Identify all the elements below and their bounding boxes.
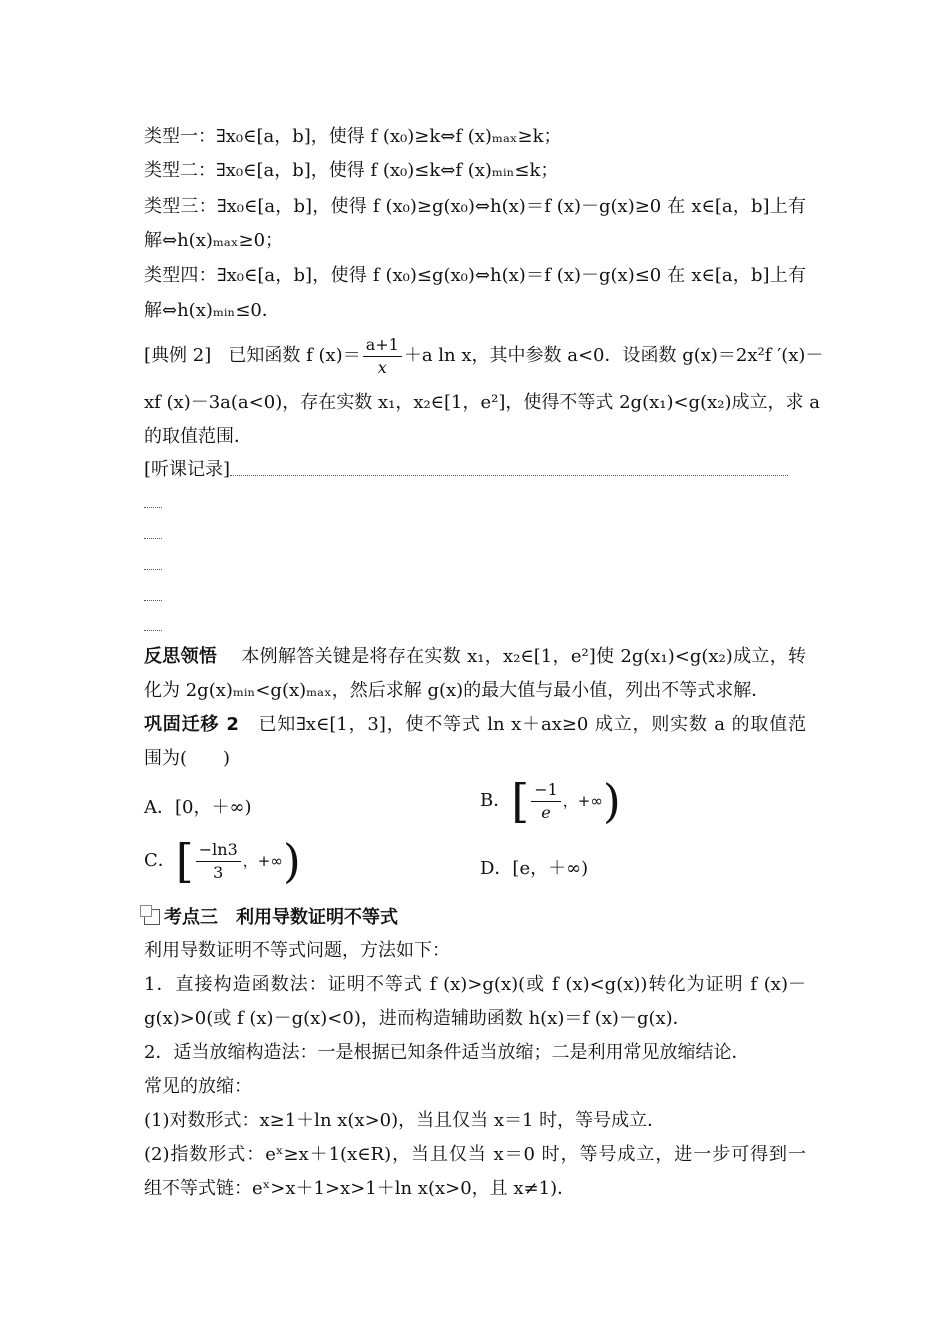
notes-line[interactable] [144, 600, 162, 601]
fraction-numerator: a+1 [363, 334, 402, 357]
example-text-post: ＋a ln x，其中参数 a<0．设函数 g(x)＝2x²f ′(x)－ [403, 345, 824, 366]
fraction-denominator: x [377, 357, 387, 377]
exp-form-line1: (2)指数形式：eˣ≥x＋1(x∈R)，当且仅当 x＝0 时，等号成立，进一步可得到一 [144, 1144, 806, 1165]
section3-intro: 利用导数证明不等式问题，方法如下： [144, 940, 450, 961]
option-c[interactable] [144, 834, 301, 888]
practice-line1 [144, 712, 806, 738]
reflection-line2: 化为 2g(x)ₘᵢₙ<g(x)ₘₐₓ，然后求解 g(x)的最大值与最小值，列出不等式求解． [144, 680, 770, 701]
notes-line[interactable] [144, 630, 162, 631]
left-bracket: [ [175, 834, 194, 888]
notes-line[interactable] [230, 475, 788, 476]
practice-label: 巩固迁移 2 [144, 714, 239, 735]
example-line3: 的取值范围． [144, 426, 252, 447]
practice-text1: 已知∃x∈[1，3]，使不等式 ln x＋ax≥0 成立，则实数 a 的取值范 [258, 714, 807, 735]
type-4-line2: 解⇔h(x)ₘᵢₙ≤0． [144, 300, 280, 321]
notes-line[interactable] [144, 538, 162, 539]
option-c-tail: ，+∞ [242, 852, 283, 870]
common-label: 常见的放缩： [144, 1076, 252, 1097]
exp-form-line2: 组不等式链：eˣ>x＋1>x>1＋ln x(x>0，且 x≠1)． [144, 1178, 576, 1199]
option-c-numerator: −ln3 [196, 839, 241, 862]
left-bracket: [ [511, 774, 530, 828]
method1-line1: 1．直接构造函数法：证明不等式 f (x)>g(x)(或 f (x)<g(x))转化为证明 f (x)－ [144, 974, 806, 995]
reflection-line1 [144, 644, 806, 670]
notes-line[interactable] [144, 569, 162, 570]
option-c-label: C． [144, 850, 176, 871]
section-icon [144, 909, 160, 925]
option-d[interactable]: D．[e，＋∞) [480, 858, 589, 879]
option-b-numerator: −1 [531, 779, 561, 802]
notes-line[interactable] [144, 507, 162, 508]
section3-title-row [144, 905, 398, 931]
example-line1 [144, 332, 823, 380]
option-a[interactable]: A．[0，＋∞) [144, 797, 252, 818]
method1-line2: g(x)>0(或 f (x)－g(x)<0)，进而构造辅助函数 h(x)＝f (x)－g(x)． [144, 1008, 691, 1029]
option-b-tail: ，+∞ [562, 792, 603, 810]
type-3-line2: 解⇔h(x)ₘₐₓ≥0； [144, 230, 284, 251]
right-paren: ) [282, 834, 301, 888]
type-1: 类型一：∃x₀∈[a，b]，使得 f (x₀)≥k⇔f (x)ₘₐₓ≥k； [144, 126, 562, 147]
type-4-line1: 类型四：∃x₀∈[a，b]，使得 f (x₀)≤g(x₀)⇔h(x)＝f (x)－g(x)≤0 在 x∈[a，b]上有 [144, 265, 806, 286]
option-b[interactable] [480, 774, 621, 828]
example-label: [典例 2] [144, 345, 212, 366]
type-2: 类型二：∃x₀∈[a，b]，使得 f (x₀)≤k⇔f (x)ₘᵢₙ≤k； [144, 160, 559, 181]
reflection-text1: 本例解答关键是将存在实数 x₁，x₂∈[1，e²]使 2g(x₁)<g(x₂)成立，转 [241, 646, 806, 667]
option-b-label: B． [480, 790, 512, 811]
option-b-denominator: e [541, 802, 551, 822]
log-form: (1)对数形式：x≥1＋ln x(x>0)，当且仅当 x＝1 时，等号成立． [144, 1110, 666, 1131]
option-c-denominator: 3 [213, 862, 224, 882]
fraction [363, 334, 402, 379]
option-c-fraction [196, 839, 241, 884]
example-text-pre: 已知函数 f (x)＝ [228, 345, 361, 366]
method2: 2．适当放缩构造法：一是根据已知条件适当放缩；二是利用常见放缩结论． [144, 1042, 750, 1063]
example-line2: xf (x)－3a(a<0)，存在实数 x₁，x₂∈[1，e²]，使得不等式 2g(x₁)<g(x₂)成立，求 a [144, 392, 820, 413]
notes-label: [听课记录] [144, 459, 231, 480]
right-paren: ) [602, 774, 621, 828]
practice-line2: 围为( ) [144, 748, 231, 769]
reflection-label: 反思领悟 [144, 646, 218, 667]
section3-title: 考点三 利用导数证明不等式 [164, 907, 398, 928]
type-3-line1: 类型三：∃x₀∈[a，b]，使得 f (x₀)≥g(x₀)⇔h(x)＝f (x)－g(x)≥0 在 x∈[a，b]上有 [144, 196, 806, 217]
option-b-fraction [531, 779, 561, 824]
